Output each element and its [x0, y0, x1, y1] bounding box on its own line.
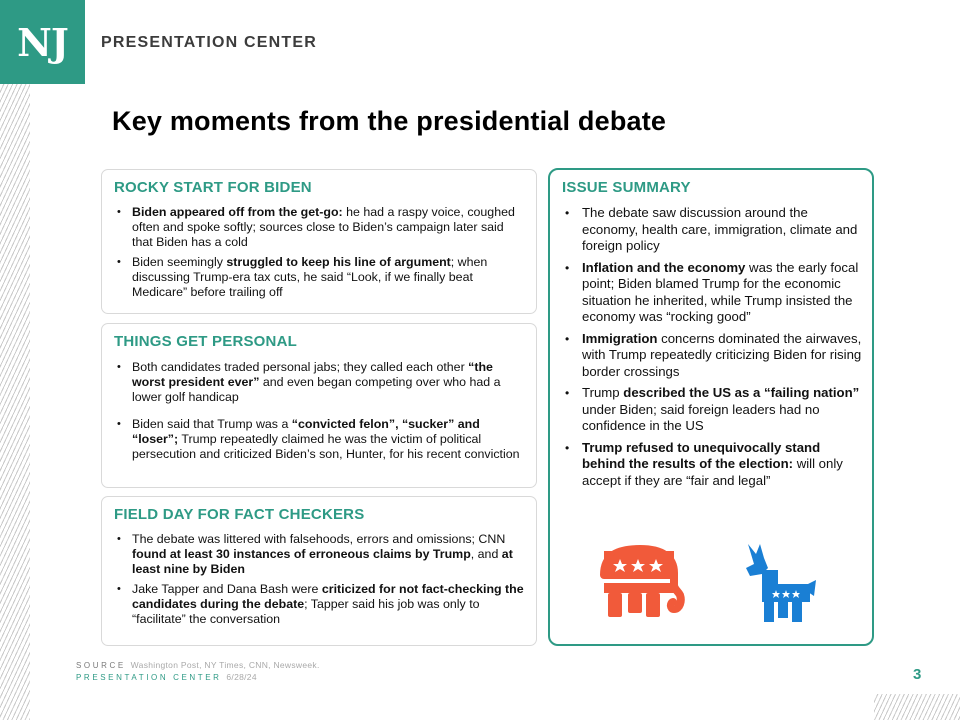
card-heading: THINGS GET PERSONAL	[114, 333, 297, 350]
text: The debate saw discussion around the economy, health care, immigration, climate and foreign policy	[582, 205, 858, 253]
bold-text: “convicted felon”, “sucker” and “loser”;	[132, 416, 480, 446]
list-item	[562, 385, 862, 435]
card-heading: FIELD DAY FOR FACT CHECKERS	[114, 506, 365, 523]
presentation-center-line	[76, 672, 257, 682]
bold-text: Immigration	[582, 330, 658, 346]
bold-text: “the worst president ever”	[132, 360, 493, 390]
date: 6/28/24	[226, 672, 257, 682]
source-label: SOURCE	[76, 661, 126, 670]
text: will only accept if they are “fair and legal”	[582, 456, 843, 488]
text: ; when discussing Trump-era tax cuts, he said “Look, if we finally beat Medicare” before trailing off	[132, 254, 488, 300]
text: Biden said that Trump was a	[132, 416, 292, 431]
decorative-hatch-left	[0, 84, 30, 720]
brand-name: PRESENTATION CENTER	[101, 34, 317, 51]
text: Trump repeatedly claimed he was the victim of political persecution and criticized Biden’s son, Hunter, for his recent conviction	[132, 431, 520, 462]
list-item	[114, 205, 526, 251]
text: Biden seemingly	[132, 254, 227, 269]
bold-text: struggled to keep his line of argument	[226, 254, 451, 269]
list-item	[562, 260, 862, 326]
list-item	[114, 255, 526, 301]
bold-text: found at least 30 instances of erroneous claims by Trump	[132, 547, 471, 562]
text: , and	[470, 547, 502, 562]
bold-text: Inflation and the economy	[582, 259, 746, 275]
card-heading: ROCKY START FOR BIDEN	[114, 179, 312, 196]
text: Trump	[582, 385, 624, 400]
bullet-list	[114, 360, 526, 462]
bold-text: at least nine by Biden	[132, 547, 513, 577]
card-rocky-start	[101, 169, 537, 314]
bold-text: Biden appeared off from the get-go:	[132, 205, 343, 219]
list-item	[114, 582, 526, 628]
page-title: Key moments from the presidential debate	[112, 106, 667, 136]
republican-elephant-icon	[600, 545, 690, 621]
nj-logo	[0, 0, 85, 84]
source-text: Washington Post, NY Times, CNN, Newsweek.	[130, 660, 320, 670]
democratic-donkey-icon	[742, 540, 818, 624]
card-fact-checkers	[101, 496, 537, 646]
list-item	[562, 205, 862, 255]
text: Jake Tapper and Dana Bash were	[132, 581, 322, 596]
list-item	[562, 440, 862, 490]
presentation-center-label: PRESENTATION CENTER	[76, 673, 222, 682]
text: concerns dominated the airwaves, with Trump repeatedly criticizing Biden for rising border crossings	[582, 330, 862, 379]
bold-text: Trump refused to unequivocally stand behind the results of the election:	[582, 439, 821, 471]
text: under Biden; said foreign leaders had no confidence in the US	[582, 401, 820, 433]
text: The debate was littered with falsehoods, errors and omissions; CNN	[132, 532, 506, 546]
list-item	[114, 417, 526, 463]
card-things-get-personal	[101, 323, 537, 488]
text: ; Tapper said his job was only to “facilitate” the conversation	[132, 596, 480, 627]
source-line	[76, 660, 320, 670]
text: he had a raspy voice, coughed often and spoke softly; sources close to Biden’s campaign later said that Biden has a cold	[132, 205, 515, 250]
bullet-list	[562, 205, 862, 489]
card-issue-summary	[548, 168, 874, 646]
card-heading: ISSUE SUMMARY	[562, 179, 691, 196]
text: and even began competing over who had a lower golf handicap	[132, 375, 501, 405]
list-item	[114, 360, 526, 406]
bullet-list	[114, 205, 526, 300]
text: was the early focal point; Biden blamed Trump for the economic situation he inherited, while Trump insisted the economy was “rocking good”	[582, 259, 859, 324]
decorative-hatch-bottom-right	[874, 694, 960, 720]
logo-text: NJ	[17, 19, 68, 65]
bold-text: criticized for not fact-checking the candidates during the debate	[132, 581, 524, 611]
list-item	[114, 532, 526, 578]
bold-text: described the US as a “failing nation”	[623, 385, 860, 400]
text: Both candidates traded personal jabs; they called each other	[132, 360, 469, 374]
list-item	[562, 331, 862, 381]
bullet-list	[114, 532, 526, 627]
page-number: 3	[913, 666, 922, 683]
